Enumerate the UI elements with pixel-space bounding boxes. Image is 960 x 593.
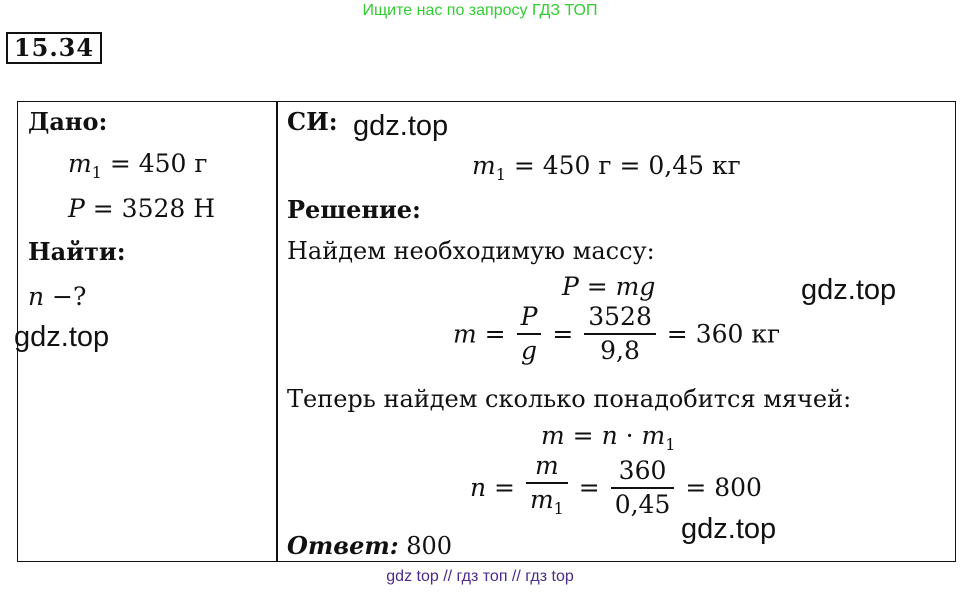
- si-m1: [472, 152, 741, 189]
- solution-step1: Найдем необходимую массу:: [287, 237, 655, 265]
- formula-total-m-sub: 1: [665, 435, 676, 454]
- given-header: Дано:: [28, 107, 108, 136]
- formula-total-lhs: m: [541, 421, 565, 450]
- fraction-3528-num: 3528: [584, 301, 656, 335]
- fraction-m1-sub: 1: [553, 499, 564, 518]
- answer-label: Ответ:: [287, 531, 399, 560]
- fraction-360-num: 360: [611, 455, 675, 489]
- given-p-var: P: [68, 194, 85, 223]
- fraction-m-num: m: [526, 450, 568, 484]
- watermark: gdz.top: [681, 513, 777, 545]
- si-m1-value: = 450 г = 0,45 кг: [505, 151, 741, 180]
- find-header: Найти:: [28, 237, 126, 266]
- formula-total-n: n: [601, 421, 618, 450]
- formula-total-dot: ·: [617, 421, 642, 450]
- formula-weight-lhs: P: [562, 272, 579, 301]
- fraction-3528-over-9-8: [584, 301, 656, 367]
- formula-count-result: = 800: [677, 473, 762, 502]
- si-header: СИ:: [287, 107, 338, 136]
- top-banner: Ищите нас по запросу ГДЗ ТОП: [362, 2, 598, 19]
- given-m1-sub: 1: [91, 163, 102, 182]
- fraction-9-8-den: 9,8: [600, 336, 640, 365]
- given-m1-value: = 450 г: [101, 149, 208, 178]
- formula-count-eq1: =: [486, 473, 523, 502]
- solution-header: Решение:: [287, 195, 421, 224]
- formula-total-eq: =: [564, 421, 602, 450]
- formula-mass: [453, 301, 780, 367]
- answer-value: 800: [398, 532, 453, 560]
- fraction-0-45-den: 0,45: [614, 489, 671, 519]
- fraction-m1-var: m: [529, 485, 554, 514]
- fraction-m-over-m1: [526, 450, 568, 525]
- watermark: gdz.top: [353, 110, 449, 142]
- answer: [287, 532, 452, 560]
- given-m1-var: m: [68, 149, 92, 178]
- formula-count-eq2: =: [570, 473, 608, 502]
- watermark: gdz.top: [801, 274, 897, 306]
- watermark: gdz.top: [14, 321, 110, 353]
- given-p: [68, 195, 215, 223]
- formula-mass-result: = 360 кг: [658, 319, 781, 349]
- given-m1: [68, 150, 208, 187]
- formula-mass-eq2: =: [544, 319, 582, 349]
- fraction-360-over-0-45: [611, 455, 675, 521]
- find-n-var: n: [28, 282, 45, 311]
- fraction-g-den: g: [520, 336, 537, 365]
- formula-total-m: m: [641, 421, 666, 450]
- formula-weight-rhs: mg: [615, 272, 656, 301]
- fraction-p-num: P: [517, 301, 542, 335]
- formula-count-lhs: n: [470, 473, 487, 502]
- si-m1-var: m: [472, 151, 496, 180]
- formula-weight: [562, 273, 655, 301]
- formula-mass-eq1: =: [476, 319, 514, 349]
- formula-weight-eq: =: [578, 272, 616, 301]
- column-divider: [276, 101, 278, 562]
- fraction-p-over-g: [517, 301, 542, 367]
- formula-mass-lhs: m: [453, 319, 477, 349]
- given-p-value: = 3528 Н: [84, 194, 216, 223]
- fraction-m1-den: [526, 484, 568, 525]
- solution-step2: Теперь найдем сколько понадобится мячей:: [287, 385, 852, 413]
- footer: gdz top // гдз топ // гдз top: [386, 568, 574, 585]
- si-m1-sub: 1: [495, 165, 506, 184]
- problem-number: 15.34: [6, 32, 102, 64]
- find-n: [28, 283, 86, 311]
- find-n-rest: −?: [44, 282, 87, 311]
